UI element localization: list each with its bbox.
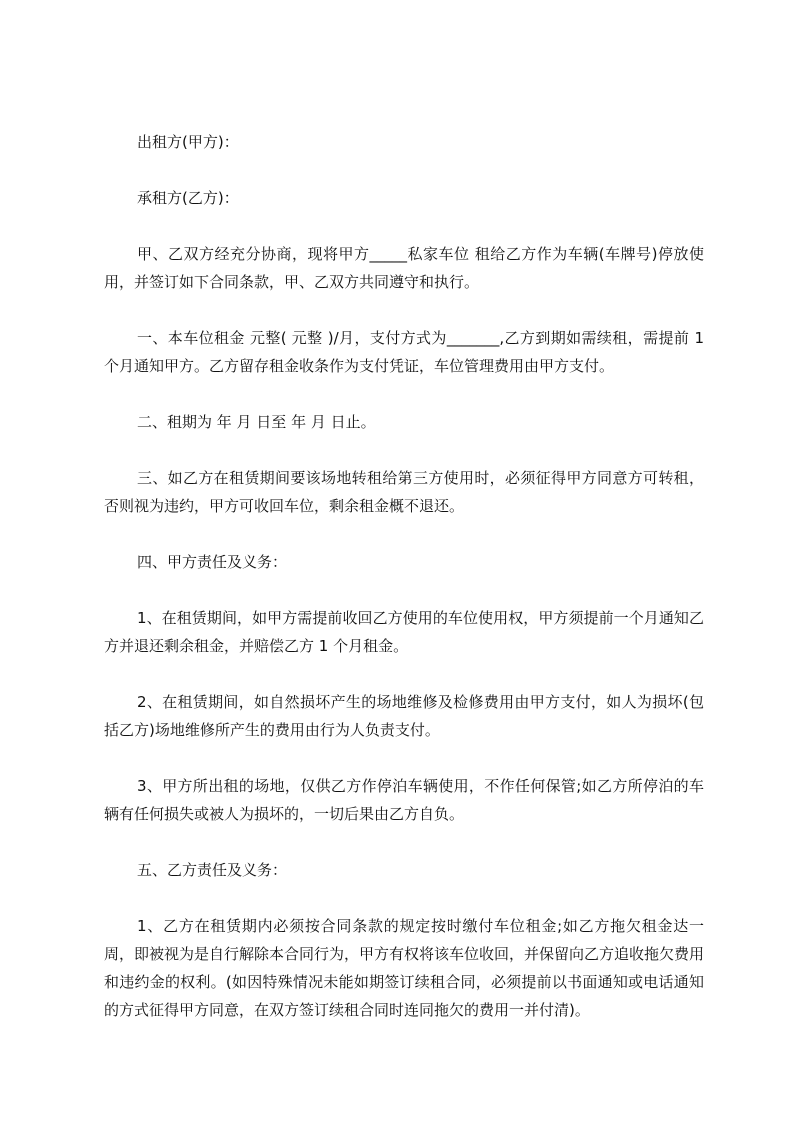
clause-5-item-1: 1、乙方在租赁期内必须按合同条款的规定按时缴付车位租金;如乙方拖欠租金达一周，即被视为是自行解除本合同行为，甲方有权将该车位收回，并保留向乙方追收拖欠费用和违约金的权利。(如因特殊情况未能如期签订续租合同，必须提前以书面通知或电话通知的方式征得甲方同意，在双方签订续租合同时连同拖欠的费用一并付清)。 xyxy=(104,917,705,1019)
clause-4-item-2: 2、在租赁期间，如自然损坏产生的场地维修及检修费用由甲方支付，如人为损坏(包括乙方)场地维修所产生的费用由行为人负责支付。 xyxy=(104,693,704,739)
clause-3: 三、如乙方在租赁期间要该场地转租给第三方使用时，必须征得甲方同意方可转租，否则视为违约，甲方可收回车位，剩余租金概不退还。 xyxy=(104,469,704,515)
lessor-line: 出租方(甲方)： xyxy=(137,133,239,151)
clause-5-title: 五、乙方责任及义务： xyxy=(137,861,288,879)
contract-body xyxy=(104,128,704,1024)
clause-4-title: 四、甲方责任及义务： xyxy=(137,553,288,571)
clause-1: 一、本车位租金 元整( 元整 )/月，支付方式为_______,乙方到期如需续租，需提前 1 个月通知甲方。乙方留存租金收条作为支付凭证，车位管理费用由甲方支付。 xyxy=(104,329,704,375)
clause-2: 二、租期为 年 月 日至 年 月 日止。 xyxy=(137,413,376,431)
clause-4-item-3: 3、甲方所出租的场地，仅供乙方作停泊车辆使用，不作任何保管;如乙方所停泊的车辆有任何损失或被人为损坏的，一切后果由乙方自负。 xyxy=(104,777,704,823)
clause-4-item-1: 1、在租赁期间，如甲方需提前收回乙方使用的车位使用权，甲方须提前一个月通知乙方并退还剩余租金，并赔偿乙方 1 个月租金。 xyxy=(104,609,704,655)
intro-paragraph: 甲、乙双方经充分协商，现将甲方_____私家车位 租给乙方作为车辆(车牌号)停放使用，并签订如下合同条款，甲、乙双方共同遵守和执行。 xyxy=(104,245,704,291)
lessee-line: 承租方(乙方)： xyxy=(137,189,239,207)
